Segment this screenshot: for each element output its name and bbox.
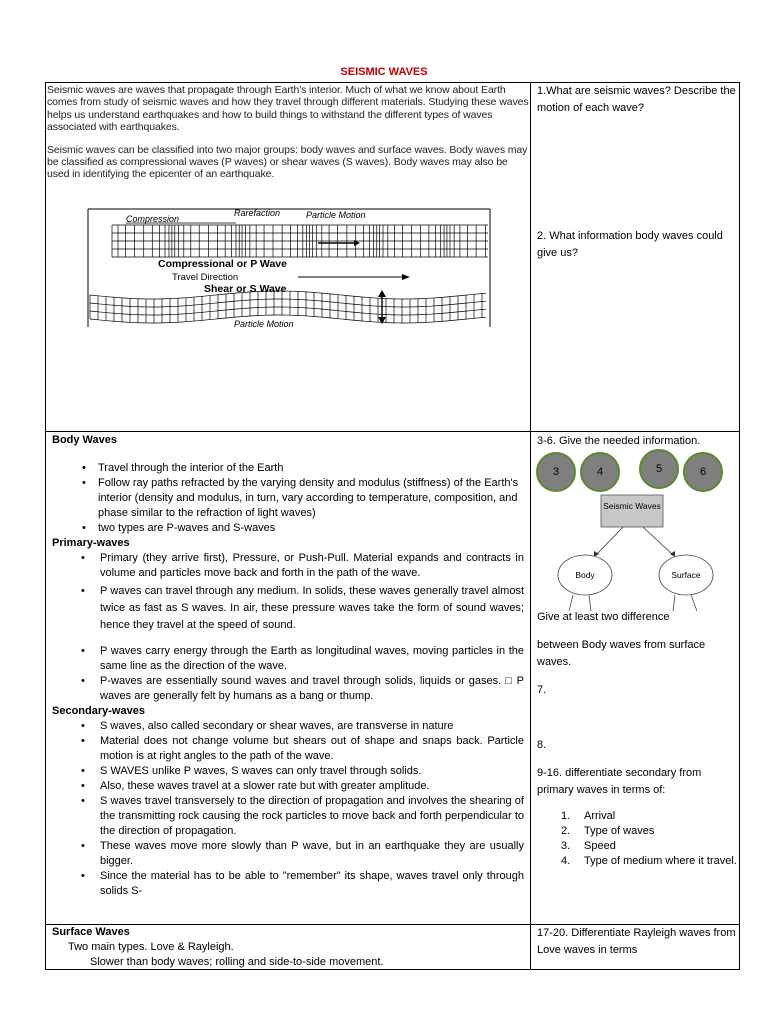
travel-direction-arrowhead bbox=[402, 274, 410, 280]
answer-circle-4[interactable]: 4 bbox=[580, 452, 620, 492]
answer-circle-5[interactable]: 5 bbox=[639, 449, 679, 489]
list-item: • These waves move more slowly than P wave, but in an earthquake they are usually bigger. bbox=[52, 839, 524, 869]
list-item: • S waves, also called secondary or shear waves, are transverse in nature bbox=[52, 719, 524, 734]
question-17-20: 17-20. Differentiate Rayleigh waves from Love waves in terms bbox=[537, 927, 736, 956]
page-title: SEISMIC WAVES bbox=[340, 66, 428, 78]
diagram-root-label: Seismic Waves bbox=[603, 501, 661, 511]
intro-paragraph-2: Seismic waves can be classified into two major groups: body waves and surface waves. Body waves may be classified as compressional waves (P waves) or shear waves (S waves). Body waves may also be used in identifying the epicenter of an earthquake. bbox=[47, 143, 528, 181]
surface-waves-cell bbox=[52, 925, 524, 970]
answer-circle-6[interactable]: 6 bbox=[683, 452, 723, 492]
list-item: 4. Type of medium where it travel. bbox=[561, 855, 737, 867]
rarefaction-label: Rarefaction bbox=[234, 208, 281, 218]
secondary-waves-heading: Secondary-waves bbox=[52, 705, 145, 717]
travel-direction-label: Travel Direction bbox=[172, 272, 239, 283]
shear-arrowhead-down bbox=[378, 317, 386, 324]
particle-motion-bottom-label: Particle Motion bbox=[234, 319, 294, 329]
list-item: • Since the material has to be able to "remember" its shape, waves travel only through solids S- bbox=[52, 869, 524, 899]
diagram-left-branch bbox=[596, 527, 623, 555]
difference-prompt-line-2: between Body waves from surface waves. bbox=[537, 639, 706, 668]
list-item: 3. Speed bbox=[561, 840, 616, 852]
compression-label: Compression bbox=[126, 214, 180, 224]
surface-line-2: Slower than body waves; rolling and side-to-side movement. bbox=[90, 956, 384, 968]
question-1: 1.What are seismic waves? Describe the motion of each wave? bbox=[537, 85, 736, 114]
list-item: 2. Type of waves bbox=[561, 825, 655, 837]
list-item: • Primary (they arrive first), Pressure, or Push-Pull. Material expands and contracts in volume and particles move back and forth in the path of the wave. bbox=[52, 551, 524, 581]
particle-motion-top-label: Particle Motion bbox=[306, 210, 366, 220]
s-wave-label: Shear or S Wave bbox=[204, 283, 287, 295]
difference-prompt-line-1: Give at least two difference bbox=[537, 611, 670, 623]
shear-arrowhead-up bbox=[378, 290, 386, 297]
question-2: 2. What information body waves could give us? bbox=[537, 230, 723, 259]
question-8: 8. bbox=[537, 739, 547, 751]
p-wave-grid bbox=[112, 225, 488, 257]
diagram-surface-label: Surface bbox=[671, 570, 701, 580]
diagram-root-box bbox=[601, 495, 663, 527]
diagram-right-branch bbox=[643, 527, 673, 555]
list-item: • S WAVES unlike P waves, S waves can only travel through solids. bbox=[52, 764, 524, 779]
list-item: • Material does not change volume but shears out of shape and snaps back. Particle motion is at right angles to the path of the wave. bbox=[52, 734, 524, 764]
question-9-16: 9-16. differentiate secondary from primary waves in terms of: bbox=[537, 767, 702, 796]
diagram-body-label: Body bbox=[575, 570, 595, 580]
wave-figure bbox=[86, 207, 492, 329]
comparison-criteria-list bbox=[537, 809, 737, 869]
intro-paragraph-1: Seismic waves are waves that propagate through Earth's interior. Much of what we know about Earth comes from study of seismic waves and how they travel through different materials. Studying these waves helps us understand earthquakes and how to build things to withstand the different types of waves associated with earthquakes. bbox=[47, 84, 529, 134]
list-item: • Follow ray paths refracted by the varying density and modulus (stiffness) of the Earth's interior (density and modulus, in turn, vary according to temperature, composition, and phase similar to the refraction of light waves) bbox=[52, 476, 524, 521]
list-item: • S waves travel transversely to the direction of propagation and involves the shearing of the transmitting rock causing the rock particles to move back and forth perpendicular to the direction of propagation. bbox=[52, 794, 524, 839]
question-3-6: 3-6. Give the needed information. bbox=[537, 435, 701, 447]
body-waves-heading: Body Waves bbox=[52, 434, 118, 446]
list-item: • P waves can travel through any medium. In solids, these waves generally travel almost twice as fast as S waves. In air, these pressure waves take the form of sound waves; hence they travel at the speed of sound. bbox=[52, 583, 524, 634]
list-item: 1. Arrival bbox=[561, 810, 616, 822]
question-7: 7. bbox=[537, 684, 547, 696]
primary-waves-heading: Primary-waves bbox=[52, 537, 130, 549]
list-item: • P waves carry energy through the Earth as longitudinal waves, moving particles in the same line as the direction of the wave. bbox=[52, 644, 524, 674]
list-item: • Travel through the interior of the Earth bbox=[52, 461, 524, 476]
intro-cell bbox=[47, 84, 529, 181]
p-wave-label: Compressional or P Wave bbox=[158, 258, 287, 270]
diagram-right-arrowhead bbox=[670, 551, 675, 557]
surface-waves-heading: Surface Waves bbox=[52, 926, 130, 938]
list-item: • P-waves are essentially sound waves and travel through solids, liquids or gases. □ P waves are generally felt by humans as a bang or thump. bbox=[52, 674, 524, 704]
column-divider bbox=[530, 83, 531, 969]
body-waves-cell bbox=[52, 433, 524, 899]
seismic-waves-diagram bbox=[551, 491, 731, 615]
surface-line-1: Two main types. Love & Rayleigh. bbox=[68, 941, 234, 953]
answer-circle-3[interactable]: 3 bbox=[536, 452, 576, 492]
worksheet-table bbox=[45, 82, 740, 970]
list-item: • Also, these waves travel at a slower rate but with greater amplitude. bbox=[52, 779, 524, 794]
row-divider-1 bbox=[46, 431, 739, 432]
list-item: • two types are P-waves and S-waves bbox=[52, 521, 524, 536]
